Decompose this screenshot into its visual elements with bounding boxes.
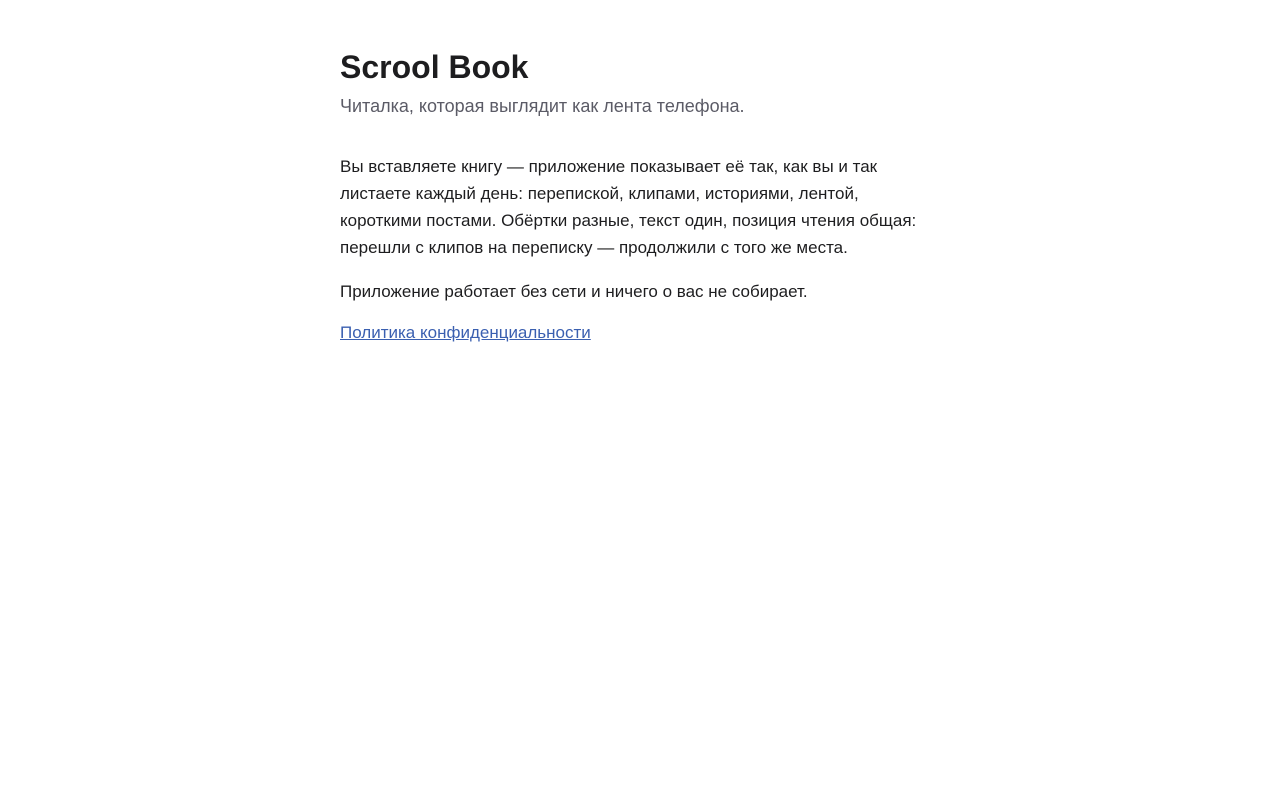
- page-title: Scrool Book: [340, 49, 529, 85]
- offline-note: Приложение работает без сети и ничего о вас не собирает.: [340, 282, 808, 301]
- privacy-policy-link[interactable]: Политика конфиденциальности: [340, 323, 591, 342]
- page-subtitle: Читалка, которая выглядит как лента телефона.: [340, 96, 745, 116]
- main-content: [340, 46, 940, 345]
- app-description: Вы вставляете книгу — приложение показывает её так, как вы и так листаете каждый день: перепиской, клипами, историями, лентой, короткими постами. Обёртки разные, текст один, позиция чтения общая: перешли с клипов на переписку — продолжили с того же места.: [340, 157, 917, 257]
